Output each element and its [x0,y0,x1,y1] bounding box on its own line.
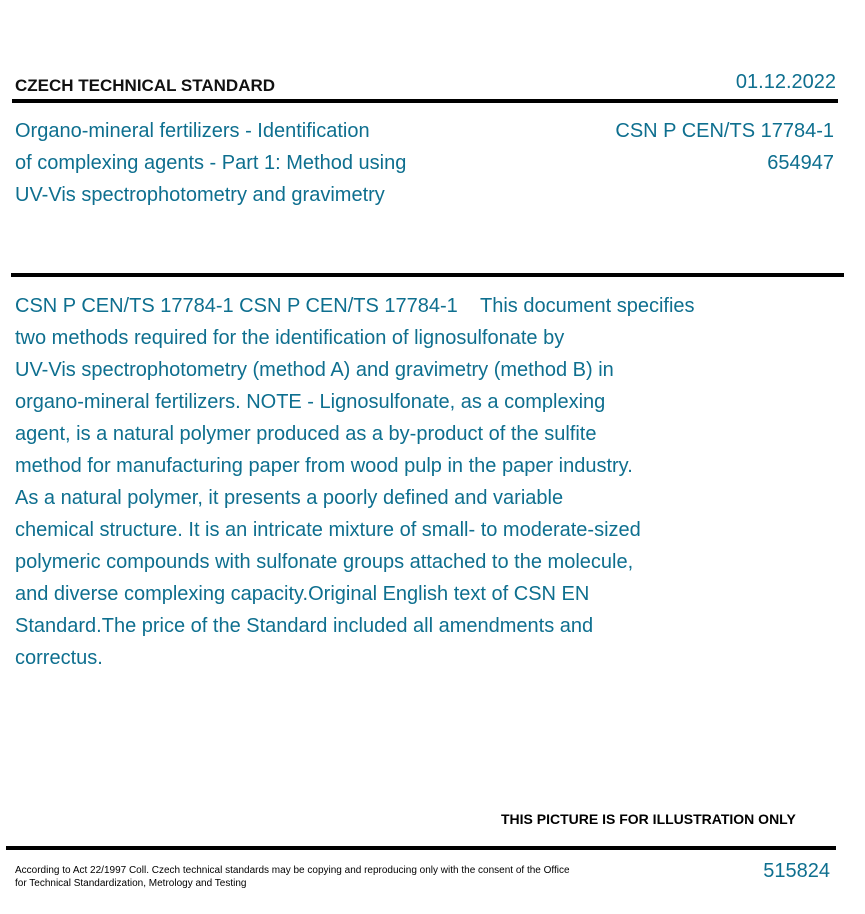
illustration-note: THIS PICTURE IS FOR ILLUSTRATION ONLY [501,811,796,827]
legal-notice-line: According to Act 22/1997 Coll. Czech technical standards may be copying and reproducing only with the consent of the Office [15,865,570,876]
abstract-line: agent, is a natural polymer produced as a by-product of the sulfite [15,423,597,445]
abstract-line: polymeric compounds with sulfonate groups attached to the molecule, [15,551,634,573]
header-title: CZECH TECHNICAL STANDARD [15,76,276,95]
abstract-line: method for manufacturing paper from wood pulp in the paper industry. [15,455,633,477]
footer-number: 515824 [763,860,830,882]
document-title-line: UV-Vis spectrophotometry and gravimetry [15,184,385,206]
abstract-line: As a natural polymer, it presents a poorly defined and variable [15,487,564,509]
abstract-line: organo-mineral fertilizers. NOTE - Lignosulfonate, as a complexing [15,391,606,413]
document-title-line: Organo-mineral fertilizers - Identification [15,120,370,142]
abstract-line: two methods required for the identification of lignosulfonate by [15,327,565,349]
standard-code: CSN P CEN/TS 17784-1 [615,120,834,142]
document-codes [615,115,834,179]
abstract-line: chemical structure. It is an intricate mixture of small- to moderate-sized [15,519,641,541]
legal-notice-line: for Technical Standardization, Metrology and Testing [15,878,247,889]
abstract-line: correctus. [15,647,103,669]
document-title-line: of complexing agents - Part 1: Method using [15,152,407,174]
document-title [15,115,475,211]
abstract-text [15,290,755,674]
section-divider [11,273,844,277]
abstract-line: UV-Vis spectrophotometry (method A) and gravimetry (method B) in [15,359,614,381]
abstract-line: CSN P CEN/TS 17784-1 CSN P CEN/TS 17784-1 This document specifies [15,295,695,317]
abstract-line: and diverse complexing capacity.Original English text of CSN EN [15,583,590,605]
header-divider [12,99,838,103]
catalog-number: 654947 [767,152,834,174]
footer-divider [6,846,836,850]
legal-notice [15,864,615,890]
abstract-line: Standard.The price of the Standard included all amendments and [15,615,594,637]
publication-date: 01.12.2022 [735,71,836,93]
